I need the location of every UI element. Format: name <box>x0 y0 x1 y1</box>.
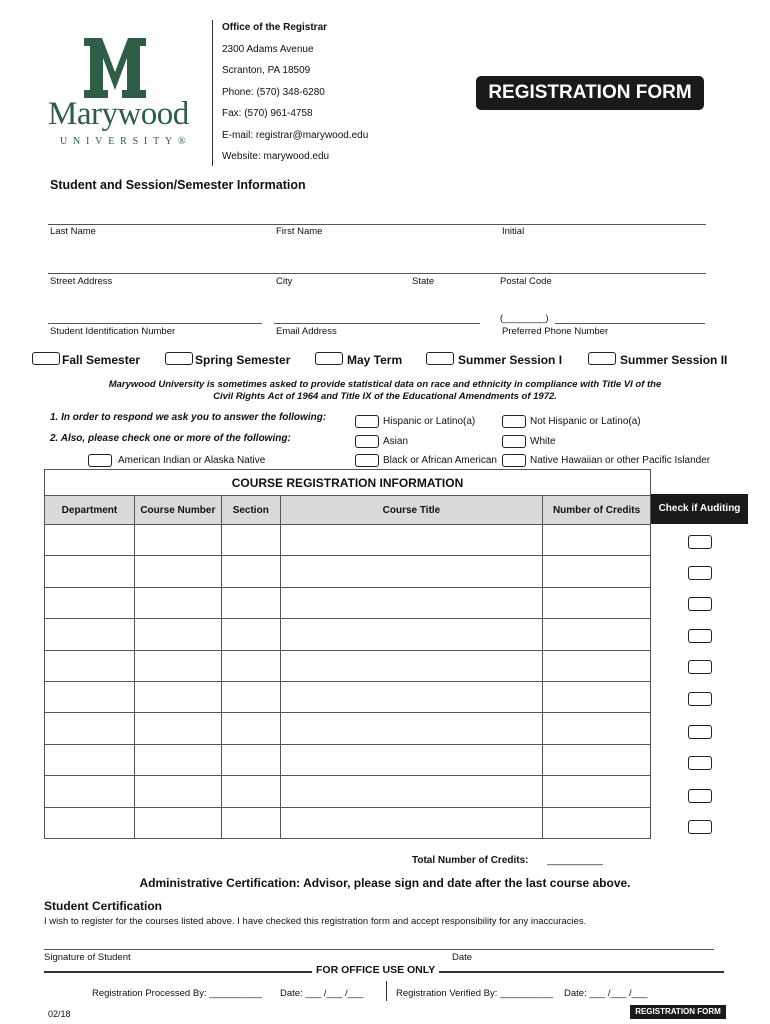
table-cell[interactable] <box>221 807 280 838</box>
student-id-line[interactable] <box>48 323 262 324</box>
table-cell[interactable] <box>134 807 221 838</box>
fax-number: Fax: (570) 961-4758 <box>222 108 313 119</box>
phone-line[interactable] <box>555 323 705 324</box>
office-use-title: FOR OFFICE USE ONLY <box>312 964 439 976</box>
asian-label: Asian <box>383 436 409 447</box>
audit-checkbox[interactable] <box>688 692 712 706</box>
table-row <box>45 776 651 807</box>
header-divider <box>212 20 213 166</box>
table-cell[interactable] <box>543 587 651 618</box>
summer-session-2-label: Summer Session II <box>620 353 728 367</box>
question-1: 1. In order to respond we ask you to answer the following: <box>50 412 327 423</box>
table-cell[interactable] <box>543 744 651 775</box>
spring-semester-checkbox[interactable] <box>165 352 193 365</box>
audit-checkbox[interactable] <box>688 629 712 643</box>
asian-checkbox[interactable] <box>355 435 379 448</box>
pacific-islander-checkbox[interactable] <box>502 454 526 467</box>
table-cell[interactable] <box>45 776 135 807</box>
table-row <box>45 713 651 744</box>
fall-semester-label: Fall Semester <box>62 353 141 367</box>
table-cell[interactable] <box>543 650 651 681</box>
processed-by: Registration Processed By: __________ <box>92 988 263 999</box>
pacific-islander-label: Native Hawaiian or other Pacific Islander <box>530 455 711 466</box>
table-cell[interactable] <box>221 556 280 587</box>
american-indian-checkbox[interactable] <box>88 454 112 467</box>
last-name-label: Last Name <box>50 226 96 237</box>
statistics-note-line-1: Marywood University is sometimes asked to provide statistical data on race and ethnicity in compliance with Title VI of the <box>108 379 662 390</box>
audit-checkbox[interactable] <box>688 535 712 549</box>
signature-line[interactable] <box>44 949 714 950</box>
audit-checkbox[interactable] <box>688 566 712 580</box>
spring-semester-label: Spring Semester <box>195 353 291 367</box>
table-cell[interactable] <box>221 619 280 650</box>
black-checkbox[interactable] <box>355 454 379 467</box>
table-cell[interactable] <box>134 776 221 807</box>
table-cell[interactable] <box>280 713 542 744</box>
table-cell[interactable] <box>543 619 651 650</box>
table-cell[interactable] <box>134 713 221 744</box>
table-cell[interactable] <box>280 525 542 556</box>
verified-date: Date: ___ /___ /___ <box>564 988 648 999</box>
audit-checkbox[interactable] <box>688 660 712 674</box>
audit-checkbox[interactable] <box>688 789 712 803</box>
signature-label: Signature of Student <box>44 952 131 963</box>
statistics-note-line-2: Civil Rights Act of 1964 and Title IX of the Educational Amendments of 1972. <box>213 391 557 402</box>
table-cell[interactable] <box>134 681 221 712</box>
table-cell[interactable] <box>280 776 542 807</box>
course-registration-table <box>44 469 651 839</box>
hispanic-label: Hispanic or Latino(a) <box>383 416 476 427</box>
table-cell[interactable] <box>221 587 280 618</box>
audit-checkbox[interactable] <box>688 725 712 739</box>
white-label: White <box>530 436 556 447</box>
table-row <box>45 681 651 712</box>
table-cell[interactable] <box>280 650 542 681</box>
website: Website: marywood.edu <box>222 151 330 162</box>
name-line[interactable] <box>48 224 706 225</box>
postal-code-label: Postal Code <box>500 276 552 287</box>
table-row <box>45 807 651 838</box>
course-number-header: Course Number <box>134 496 221 525</box>
table-row <box>45 650 651 681</box>
audit-checkbox[interactable] <box>688 597 712 611</box>
table-cell[interactable] <box>543 807 651 838</box>
table-cell[interactable] <box>543 681 651 712</box>
phone-label: Preferred Phone Number <box>502 326 609 337</box>
table-cell[interactable] <box>45 807 135 838</box>
administrative-certification: Administrative Certification: Advisor, please sign and date after the last course above. <box>139 876 631 890</box>
table-cell[interactable] <box>221 713 280 744</box>
table-row <box>45 619 651 650</box>
office-name: Office of the Registrar <box>222 22 328 33</box>
processed-date: Date: ___ /___ /___ <box>280 988 364 999</box>
credits-header: Number of Credits <box>543 496 651 525</box>
section-header: Section <box>221 496 280 525</box>
table-cell[interactable] <box>280 681 542 712</box>
table-cell[interactable] <box>134 744 221 775</box>
student-section-title: Student and Session/Semester Information <box>50 178 306 192</box>
footer-form-badge: REGISTRATION FORM <box>630 1005 726 1019</box>
black-label: Black or African American <box>383 455 497 466</box>
phone-number: Phone: (570) 348-6280 <box>222 87 325 98</box>
table-cell[interactable] <box>134 525 221 556</box>
address-line[interactable] <box>48 273 706 274</box>
table-cell[interactable] <box>280 619 542 650</box>
table-cell[interactable] <box>134 587 221 618</box>
table-cell[interactable] <box>221 525 280 556</box>
audit-checkbox[interactable] <box>688 756 712 770</box>
american-indian-label: American Indian or Alaska Native <box>118 455 266 466</box>
not-hispanic-checkbox[interactable] <box>502 415 526 428</box>
total-credits-blank[interactable]: __________ <box>547 855 603 866</box>
white-checkbox[interactable] <box>502 435 526 448</box>
summer-session-2-checkbox[interactable] <box>588 352 616 365</box>
question-2: 2. Also, please check one or more of the following: <box>50 433 291 444</box>
email-line[interactable] <box>274 323 480 324</box>
email-label: Email Address <box>276 326 337 337</box>
first-name-label: First Name <box>276 226 323 237</box>
table-cell[interactable] <box>543 713 651 744</box>
table-cell[interactable] <box>45 713 135 744</box>
table-cell[interactable] <box>543 525 651 556</box>
table-cell[interactable] <box>45 650 135 681</box>
table-cell[interactable] <box>45 619 135 650</box>
logo-subtitle: UNIVERSITY® <box>60 136 192 147</box>
audit-checkbox[interactable] <box>688 820 712 834</box>
student-certification-text: I wish to register for the courses listed above. I have checked this registration form and accept responsibility for any inaccuracies. <box>44 916 587 927</box>
table-row <box>45 525 651 556</box>
may-term-label: May Term <box>347 353 403 367</box>
table-cell[interactable] <box>45 681 135 712</box>
course-title-header: Course Title <box>280 496 542 525</box>
form-title-badge: REGISTRATION FORM <box>476 76 704 110</box>
table-row <box>45 587 651 618</box>
table-cell[interactable] <box>543 556 651 587</box>
total-credits-text: Total Number of Credits: <box>412 855 529 866</box>
table-cell[interactable] <box>221 776 280 807</box>
table-cell[interactable] <box>134 619 221 650</box>
table-cell[interactable] <box>134 556 221 587</box>
city-state-zip: Scranton, PA 18509 <box>222 65 311 76</box>
table-cell[interactable] <box>280 556 542 587</box>
summer-session-1-label: Summer Session I <box>458 353 563 367</box>
may-term-checkbox[interactable] <box>315 352 343 365</box>
check-if-auditing-header: Check if Auditing <box>651 494 748 524</box>
table-cell[interactable] <box>45 744 135 775</box>
total-credits-label <box>412 855 603 866</box>
table-row <box>45 556 651 587</box>
table-cell[interactable] <box>280 587 542 618</box>
hispanic-checkbox[interactable] <box>355 415 379 428</box>
email-address: E-mail: registrar@marywood.edu <box>222 130 369 141</box>
table-cell[interactable] <box>221 650 280 681</box>
table-row <box>45 744 651 775</box>
table-cell[interactable] <box>45 556 135 587</box>
table-cell[interactable] <box>543 776 651 807</box>
table-cell[interactable] <box>45 587 135 618</box>
fall-semester-checkbox[interactable] <box>32 352 60 365</box>
table-cell[interactable] <box>280 744 542 775</box>
department-header: Department <box>45 496 135 525</box>
summer-session-1-checkbox[interactable] <box>426 352 454 365</box>
course-table-caption: COURSE REGISTRATION INFORMATION <box>45 470 651 496</box>
table-cell[interactable] <box>45 525 135 556</box>
table-cell[interactable] <box>221 744 280 775</box>
initial-label: Initial <box>502 226 525 237</box>
street-address: 2300 Adams Avenue <box>222 44 314 55</box>
logo-wordmark: Marywood <box>48 96 189 132</box>
form-version: 02/18 <box>48 1009 71 1019</box>
verified-by: Registration Verified By: __________ <box>396 988 553 999</box>
table-cell[interactable] <box>221 681 280 712</box>
phone-parentheses: (________) <box>500 313 549 324</box>
student-certification-title: Student Certification <box>44 899 163 913</box>
office-divider <box>386 981 387 1001</box>
not-hispanic-label: Not Hispanic or Latino(a) <box>530 416 641 427</box>
marywood-m-logo-icon <box>82 38 148 98</box>
state-label: State <box>412 276 435 287</box>
street-label: Street Address <box>50 276 113 287</box>
table-cell[interactable] <box>280 807 542 838</box>
date-label: Date <box>452 952 473 963</box>
student-id-label: Student Identification Number <box>50 326 176 337</box>
table-cell[interactable] <box>134 650 221 681</box>
city-label: City <box>276 276 293 287</box>
